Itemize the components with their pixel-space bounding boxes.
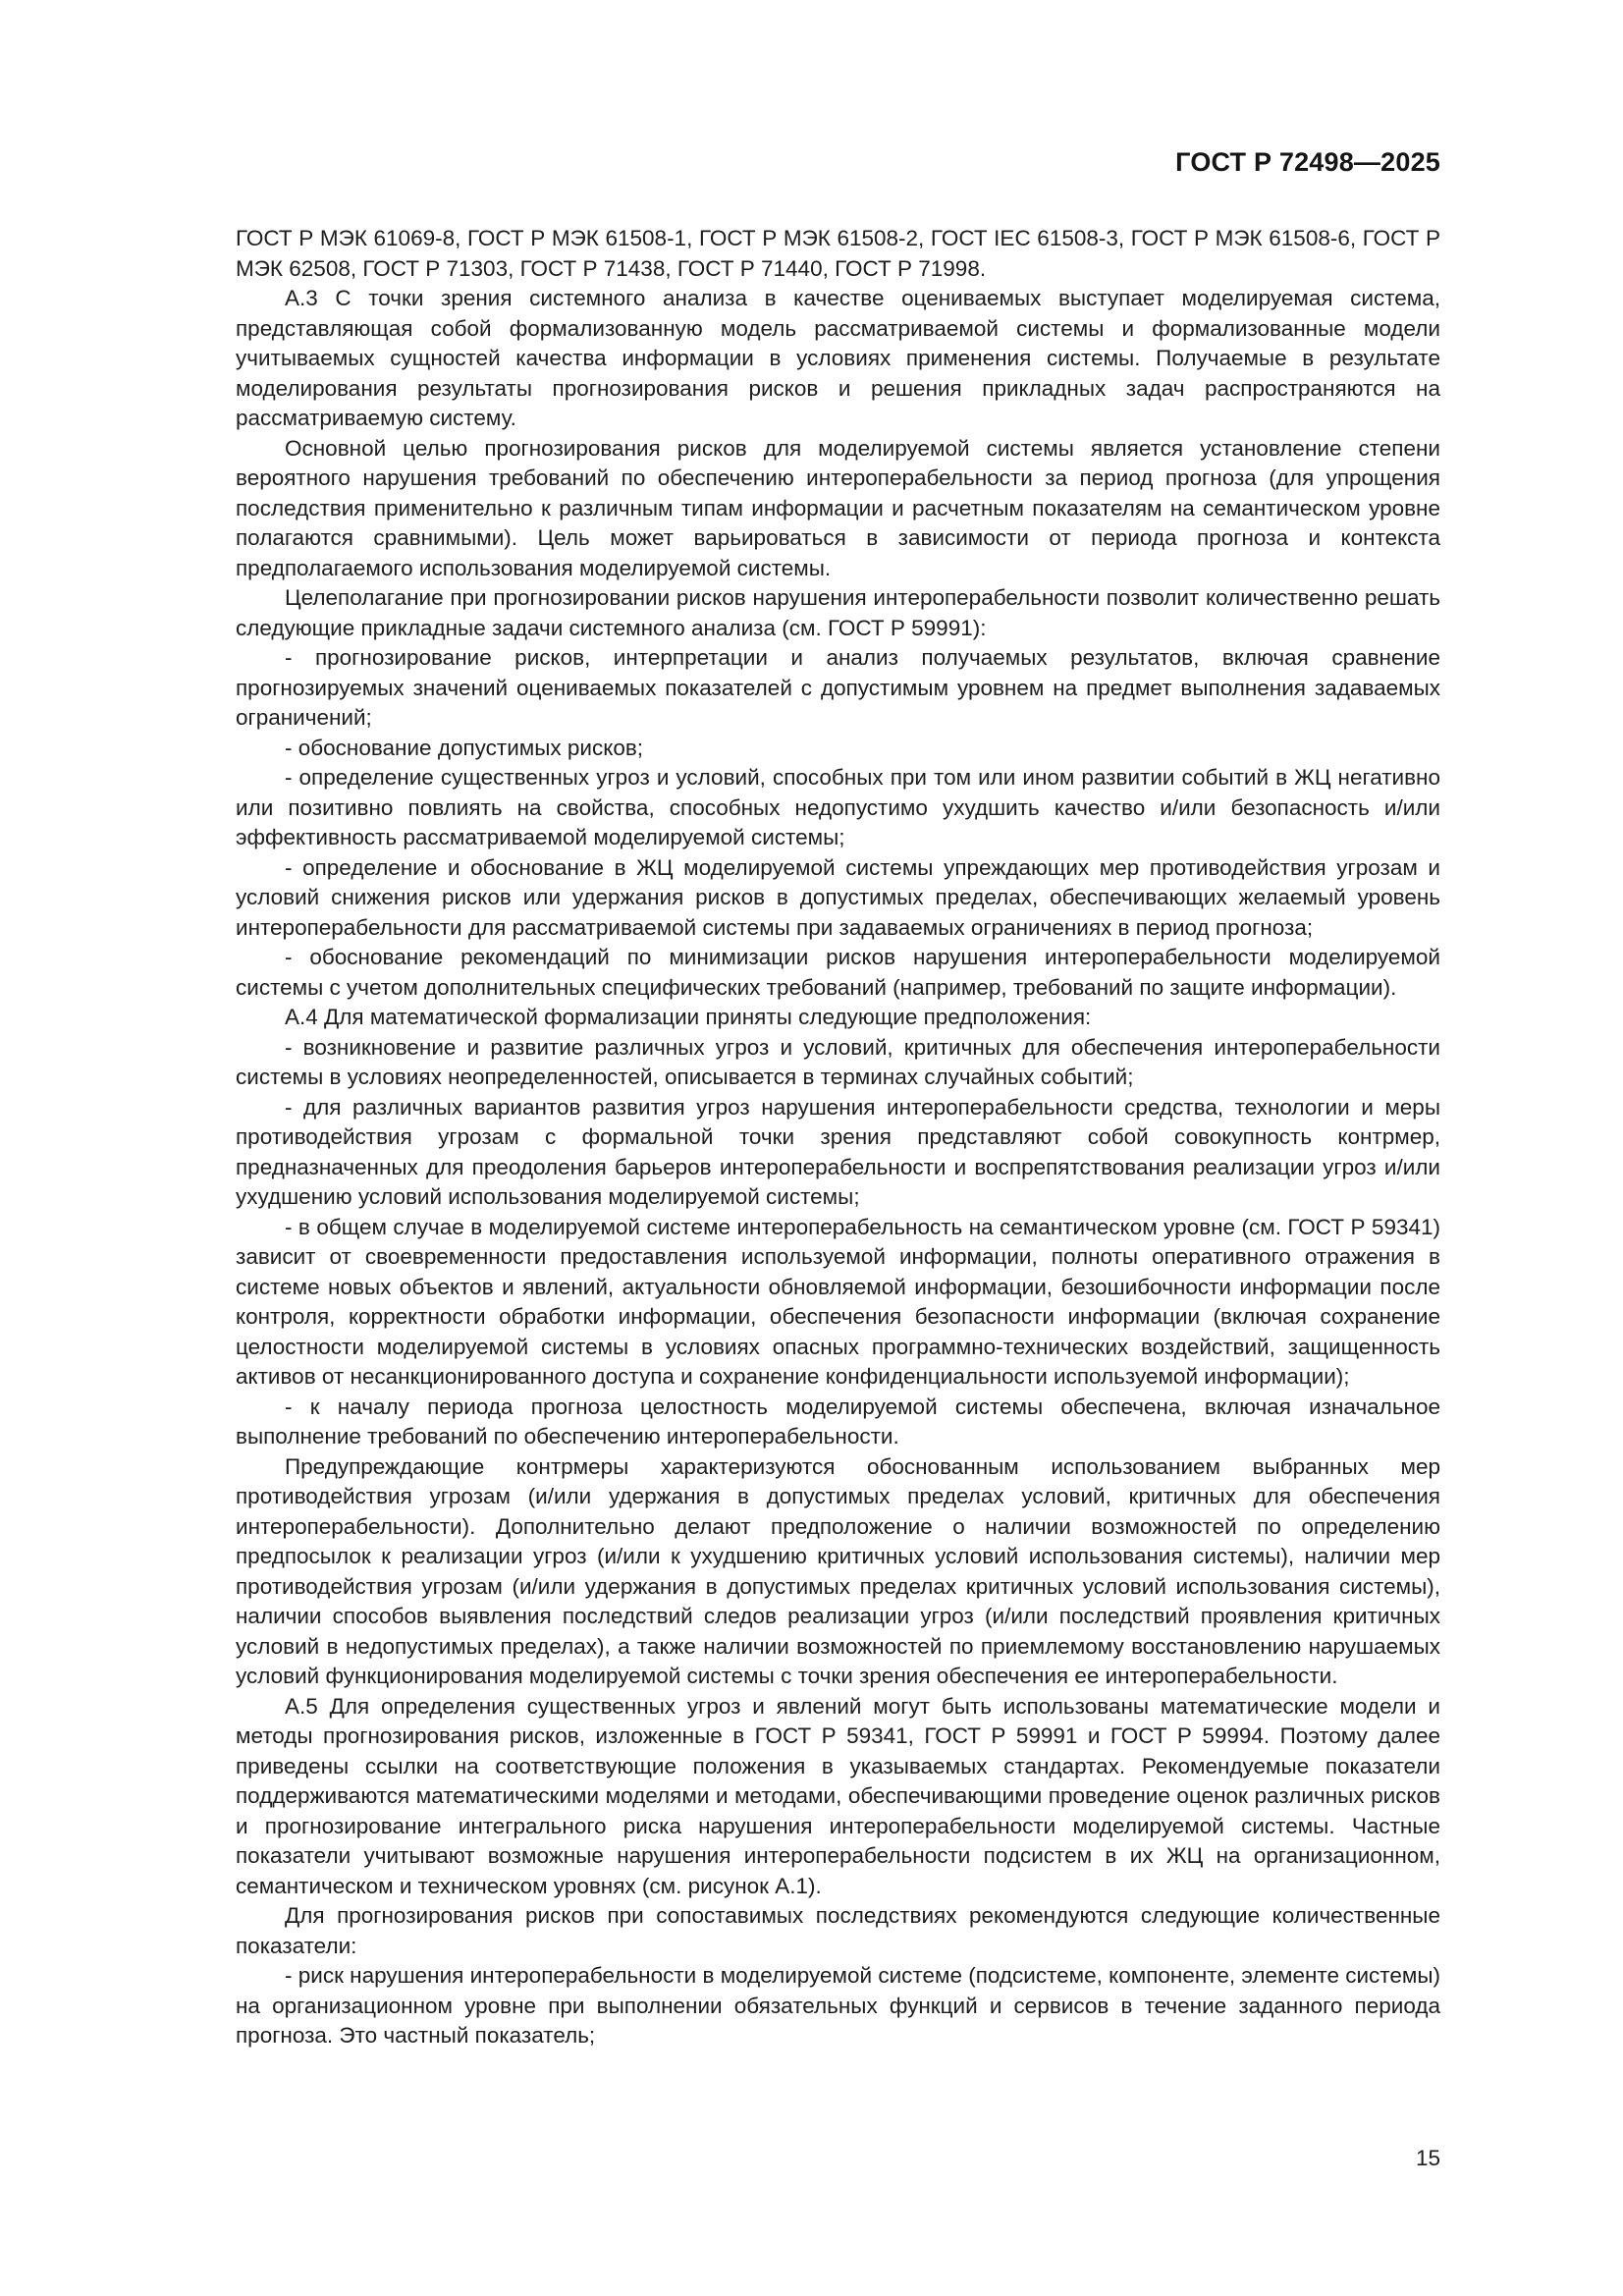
standard-designation: ГОСТ Р 72498—2025: [1175, 147, 1440, 177]
page-number: 15: [1415, 2146, 1440, 2170]
paragraph-a5: А.5 Для определения существенных угроз и явлений могут быть использованы математические модели и методы прогнозирования рисков, изложенные в ГОСТ Р 59341, ГОСТ Р 59991 и ГОСТ Р 59994. Поэтому далее приведены ссылки на соответствующие положения в указываемых стандартах. Рекомендуемые показатели поддерживаются математическими моделями и методами, обеспечивающими проведение оценок различных рисков и прогнозирование интегрального риска нарушения интероперабельности моделируемой системы. Частные показатели учитывают возможные нарушения интероперабельности подсистем в их ЖЦ на организационном, семантическом и техническом уровнях (см. рисунок А.1).: [236, 1693, 1440, 1898]
list-item: - обоснование допустимых рисков;: [285, 735, 644, 760]
paragraph: Целеполагание при прогнозировании рисков нарушения интероперабельности позволит количественно решать следующие прикладные задачи системного анализа (см. ГОСТ Р 59991):: [236, 585, 1440, 640]
paragraph: Основной целью прогнозирования рисков для моделируемой системы является установление степени вероятного нарушения требований по обеспечению интероперабельности за период прогноза (для упрощения последствия применительно к различным типам информации и расчетным показателям на семантическом уровне полагаются сравнимыми). Цель может варьироваться в зависимости от периода прогноза и контекста предполагаемого использования моделируемой системы.: [236, 435, 1440, 580]
paragraph: ГОСТ Р МЭК 61069-8, ГОСТ Р МЭК 61508-1, ГОСТ Р МЭК 61508-2, ГОСТ IEC 61508-3, ГОСТ Р МЭК 61508-6, ГОСТ Р МЭК 62508, ГОСТ Р 71303, ГОСТ Р 71438, ГОСТ Р 71440, ГОСТ Р 71998.: [236, 226, 1440, 281]
list-item: - определение и обоснование в ЖЦ моделируемой системы упреждающих мер противодействия угрозам и условий снижения рисков или удержания рисков в допустимых пределах, обеспечивающих желаемый уровень интероперабельности для рассматриваемой системы при задаваемых ограничениях в период прогноза;: [236, 854, 1440, 940]
paragraph: Для прогнозирования рисков при сопоставимых последствиях рекомендуются следующие количественные показатели:: [236, 1903, 1440, 1958]
body-text: [236, 224, 1440, 2051]
list-item: - в общем случае в моделируемой системе интероперабельность на семантическом уровне (см. ГОСТ Р 59341) зависит от своевременности предоставления используемой информации, полноты оперативного отражения в системе новых объектов и явлений, актуальности обновляемой информации, безошибочности информации после контроля, корректности обработки информации, обеспечения безопасности информации (включая сохранение целостности моделируемой системы в условиях опасных программно-технических воздействий, защищенность активов от несанкционированного доступа и сохранение конфиденциальности используемой информации);: [236, 1214, 1440, 1389]
paragraph: Предупреждающие контрмеры характеризуются обоснованным использованием выбранных мер противодействия угрозам (и/или удержания в допустимых пределах условий, критичных для обеспечения интероперабельности). Дополнительно делают предположение о наличии возможностей по определению предпосылок к реализации угроз (и/или к ухудшению критичных условий использования системы), наличии мер противодействия угрозам (и/или удержания в допустимых пределах критичных условий использования системы), наличии способов выявления последствий следов реализации угроз (и/или последствий проявления критичных условий в недопустимых пределах), а также наличии возможностей по приемлемому восстановлению нарушаемых условий функционирования моделируемой системы с точки зрения обеспечения ее интероперабельности.: [236, 1453, 1440, 1688]
list-item: - определение существенных угроз и условий, способных при том или ином развитии событий в ЖЦ негативно или позитивно повлиять на свойства, способных недопустимо ухудшить качество и/или безопасность и/или эффективность рассматриваемой моделируемой системы;: [236, 765, 1440, 849]
list-item: - к началу периода прогноза целостность моделируемой системы обеспечена, включая изначальное выполнение требований по обеспечению интероперабельности.: [236, 1394, 1440, 1449]
list-item: - прогнозирование рисков, интерпретации и анализ получаемых результатов, включая сравнение прогнозируемых значений оцениваемых показателей с допустимым уровнем на предмет выполнения задаваемых ограничений;: [236, 645, 1440, 730]
list-item: - для различных вариантов развития угроз нарушения интероперабельности средства, технологии и меры противодействия угрозам с формальной точки зрения представляют собой совокупность контрмер, предназначенных для преодоления барьеров интероперабельности и воспрепятствования реализации угроз и/или ухудшению условий использования моделируемой системы;: [236, 1094, 1440, 1209]
paragraph-a3: А.3 С точки зрения системного анализа в качестве оцениваемых выступает моделируемая система, представляющая собой формализованную модель рассматриваемой системы и формализованные модели учитываемых сущностей качества информации в условиях применения системы. Получаемые в результате моделирования результаты прогнозирования рисков и решения прикладных задач распространяются на рассматриваемую систему.: [236, 286, 1440, 430]
list-item: - обоснование рекомендаций по минимизации рисков нарушения интероперабельности моделируемой системы с учетом дополнительных специфических требований (например, требований по защите информации).: [236, 945, 1440, 1000]
paragraph-a4: А.4 Для математической формализации приняты следующие предположения:: [285, 1005, 1092, 1029]
list-item: - риск нарушения интероперабельности в моделируемой системе (подсистеме, компоненте, элементе системы) на организационном уровне при выполнении обязательных функций и сервисов в течение заданного периода прогноза. Это частный показатель;: [236, 1963, 1440, 2048]
list-item: - возникновение и развитие различных угроз и условий, критичных для обеспечения интероперабельности системы в условиях неопределенностей, описывается в терминах случайных событий;: [236, 1034, 1440, 1089]
